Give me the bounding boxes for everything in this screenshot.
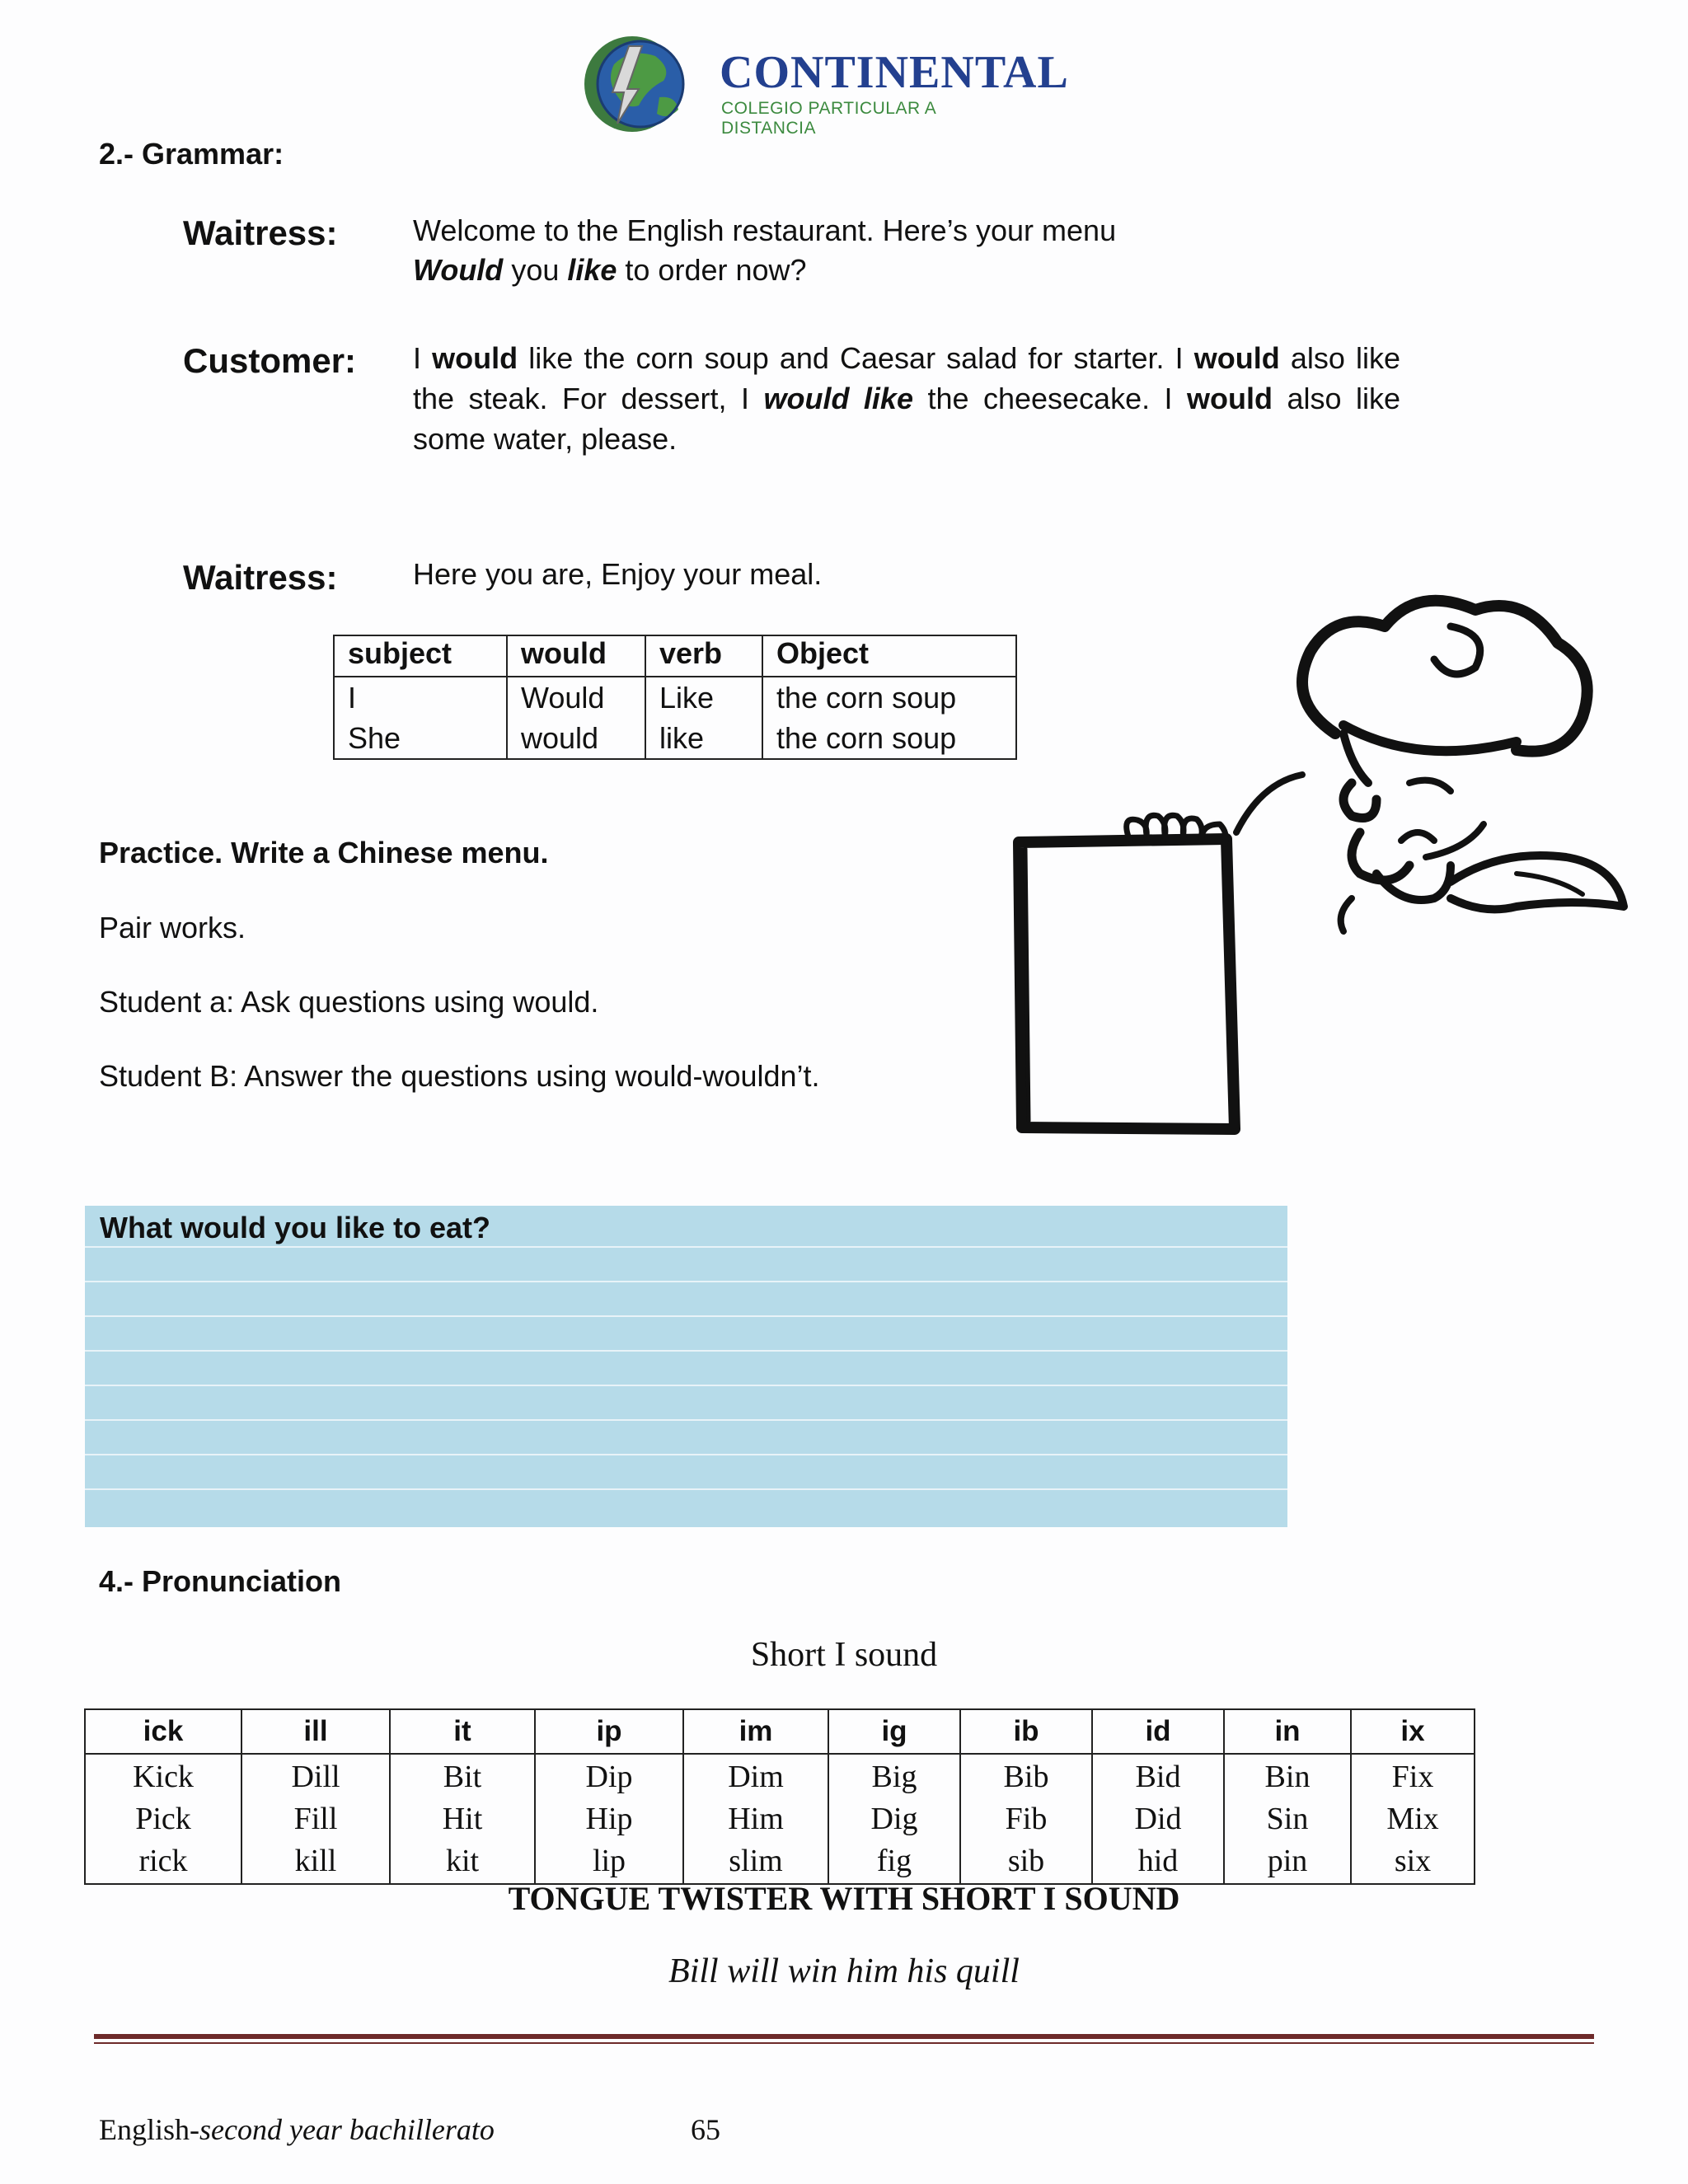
table-row bbox=[334, 677, 1016, 759]
table-header: it bbox=[390, 1709, 535, 1754]
table-header: ill bbox=[241, 1709, 390, 1754]
short-i-table bbox=[84, 1708, 1475, 1885]
waitress-line-2 bbox=[413, 251, 1402, 290]
table-header: ip bbox=[535, 1709, 683, 1754]
table-header: would bbox=[507, 635, 645, 677]
table-cell: Bin Sin pin bbox=[1224, 1754, 1351, 1884]
short-i-title: Short I sound bbox=[750, 1636, 938, 1674]
answer-line bbox=[85, 1385, 1287, 1386]
table-cell: Dill Fill kill bbox=[241, 1754, 390, 1884]
answer-line bbox=[85, 1281, 1287, 1282]
student-a-text: Student a: Ask questions using would. bbox=[99, 985, 599, 1019]
answer-line bbox=[85, 1350, 1287, 1352]
pair-works-text: Pair works. bbox=[99, 911, 246, 944]
answer-line bbox=[85, 1246, 1287, 1248]
table-header: im bbox=[683, 1709, 828, 1754]
table-cell: Big Dig fig bbox=[828, 1754, 960, 1884]
table-row bbox=[85, 1754, 1475, 1884]
answer-box bbox=[85, 1206, 1287, 1527]
waitress-line-3: Here you are, Enjoy your meal. bbox=[413, 557, 823, 591]
customer-label: Customer: bbox=[183, 341, 357, 380]
answer-line bbox=[85, 1454, 1287, 1455]
page-number: 65 bbox=[691, 2113, 720, 2146]
table-cell: Dim Him slim bbox=[683, 1754, 828, 1884]
grammar-table bbox=[333, 635, 1017, 760]
tongue-twister-text: Bill will win him his quill bbox=[668, 1952, 1020, 1990]
grammar-heading: 2.- Grammar: bbox=[99, 137, 284, 171]
waitress-label-2: Waitress: bbox=[183, 558, 338, 597]
bold-like: like bbox=[567, 253, 617, 287]
pronunciation-heading: 4.- Pronunciation bbox=[99, 1564, 342, 1598]
customer-dialog: I would like the corn soup and Caesar salad for starter. I would also like the steak. For dessert, I would like the cheesecake. I would also like some water, please. bbox=[413, 341, 1401, 456]
school-logo bbox=[581, 31, 1069, 138]
text-you: you bbox=[503, 253, 568, 287]
table-header: ib bbox=[960, 1709, 1092, 1754]
table-cell: Dip Hip lip bbox=[535, 1754, 683, 1884]
table-header: ix bbox=[1351, 1709, 1475, 1754]
table-cell: Fix Mix six bbox=[1351, 1754, 1475, 1884]
table-header: in bbox=[1224, 1709, 1351, 1754]
footer-divider bbox=[94, 2034, 1594, 2039]
table-cell: Bit Hit kit bbox=[390, 1754, 535, 1884]
waitress-line-1: Welcome to the English restaurant. Here’s your menu bbox=[413, 213, 1117, 247]
bold-would: Would bbox=[413, 253, 504, 287]
table-cell: Bid Did hid bbox=[1092, 1754, 1224, 1884]
table-header: ig bbox=[828, 1709, 960, 1754]
table-header: Object bbox=[762, 635, 1016, 677]
table-header: id bbox=[1092, 1709, 1224, 1754]
answer-box-title: What would you like to eat? bbox=[100, 1211, 491, 1244]
table-header: subject bbox=[334, 635, 507, 677]
practice-title: Practice. Write a Chinese menu. bbox=[99, 836, 549, 869]
globe-gear-icon bbox=[581, 31, 713, 137]
table-cell: Like like bbox=[645, 677, 762, 759]
text-order: to order now? bbox=[617, 253, 807, 287]
waitress-label: Waitress: bbox=[183, 213, 338, 252]
tongue-twister-title: TONGUE TWISTER WITH SHORT I SOUND bbox=[508, 1880, 1180, 1917]
footer-course: English-second year bachillerato bbox=[99, 2113, 495, 2146]
table-cell: Would would bbox=[507, 677, 645, 759]
answer-line bbox=[85, 1315, 1287, 1317]
student-b-text: Student B: Answer the questions using would-wouldn’t. bbox=[99, 1059, 820, 1093]
logo-subtitle: COLEGIO PARTICULAR A DISTANCIA bbox=[721, 99, 936, 138]
logo-brand: CONTINENTAL bbox=[720, 47, 1069, 98]
table-header: verb bbox=[645, 635, 762, 677]
footer-divider-thin bbox=[94, 2042, 1594, 2044]
table-cell: Bib Fib sib bbox=[960, 1754, 1092, 1884]
table-header: ick bbox=[85, 1709, 241, 1754]
answer-line bbox=[85, 1488, 1287, 1490]
table-cell: the corn soup the corn soup bbox=[762, 677, 1016, 759]
table-cell: Kick Pick rick bbox=[85, 1754, 241, 1884]
chef-holding-sign-illustration bbox=[989, 577, 1632, 1154]
answer-line bbox=[85, 1419, 1287, 1421]
table-cell: I She bbox=[334, 677, 507, 759]
